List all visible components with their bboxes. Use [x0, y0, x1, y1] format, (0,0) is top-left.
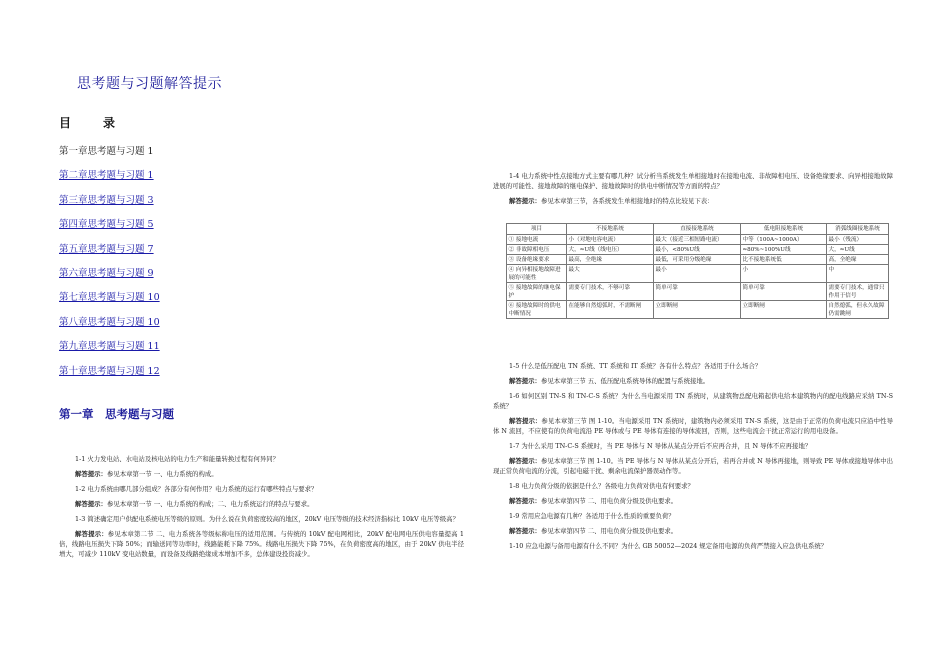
- toc-link-chapter-10[interactable]: 第十章思考题与习题 12: [59, 365, 160, 377]
- question-1-4: 1-4 电力系统中性点接地方式主要有哪几种？试分析当系统发生单相接地时在接地电流、非故障相电压、设备绝缘要求、向异相接地故障进展的可能性、接地故障的继电保护、接地故障时的供电中断情况等方面的特点？: [493, 172, 893, 190]
- table-cell: ① 接地电流: [507, 235, 567, 245]
- question-1-5: 1-5 什么是低压配电 TN 系统、TT 系统和 IT 系统？各有什么特点？各适用于什么场合？: [509, 362, 762, 370]
- table-cell: ≈80%~100%U线: [741, 245, 827, 255]
- table-of-contents: [59, 146, 160, 390]
- table-cell: 简单可靠: [654, 283, 741, 301]
- toc-link-chapter-8[interactable]: 第八章思考题与习题 10: [59, 316, 160, 328]
- document-title: 思考题与习题解答提示: [77, 76, 222, 92]
- table-cell: 最高，全绝缘: [567, 255, 654, 265]
- answer-hint-1-2: 解答提示：参见本章第一节 一、电力系统的构成；二、电力系统运行的特点与要求。: [75, 500, 314, 509]
- table-header-cell: 低电阻接地系统: [741, 224, 827, 235]
- table-cell: 在能够自然熄弧时，不需断闸: [567, 301, 654, 319]
- table-cell: 大，≈U线（线电压）: [567, 245, 654, 255]
- question-1-10: 1-10 应急电源与备用电源有什么不同？为什么 GB 50052—2024 规定备用电源的负荷严禁接入应急供电系统？: [509, 542, 828, 551]
- answer-hint-1-1: 解答提示：参见本章第一节 一、电力系统的构成。: [75, 470, 218, 479]
- answer-hint-1-3: 解答提示：参见本章第二节 二、电力系统各等级标称电压的适用范围。与传统的 10kV 配电网相比，20kV 配电网电压供电容量提高 1 倍，线路电压损失下降 50%；而输送同等功率时，线路能耗下降 75%。线路电压损失下降 75%，在负荷密度高的地区，由于 20kV 供电半径增大，可减少 110kV 变电站数量，而设备及线路绝缘成本增加不多，总体建设投资减少。: [59, 530, 464, 559]
- table-cell: 小（对地电容电流）: [567, 235, 654, 245]
- table-cell: 简单可靠: [741, 283, 827, 301]
- table-row: [507, 235, 889, 245]
- question-1-3: 1-3 简述确定用户供配电系统电压等级的原则。为什么说在负荷密度较高的地区，20kV 电压等级的技术经济指标比 10kV 电压等级高？: [75, 515, 459, 524]
- table-cell: 高，全绝缘: [827, 255, 889, 265]
- question-1-7: 1-7 为什么采用 TN-C-S 系统时，当 PE 导体与 N 导体从某点分开后不应再合并，且 N 导体不应再接地？: [509, 441, 812, 450]
- table-cell: ⑥ 接地故障时的供电中断情况: [507, 301, 567, 319]
- table-header-cell: 消弧线圈接地系统: [827, 224, 889, 235]
- table-cell: 比不接地系统低: [741, 255, 827, 265]
- table-cell: ⑤ 接地故障的继电保护: [507, 283, 567, 301]
- table-cell: 大，≈U线: [827, 245, 889, 255]
- right-page: [475, 0, 950, 672]
- answer-hint-1-5: 解答提示：参见本章第三节 五、低压配电系统导体的配置与系统接地。: [509, 377, 710, 386]
- table-cell: 需要专门技术，不够可靠: [567, 283, 654, 301]
- table-cell: 小: [741, 265, 827, 283]
- right-page-body-bottom: [493, 362, 893, 557]
- question-1-6: 1-6 如何区别 TN-S 和 TN-C-S 系统？为什么当电源采用 TN 系统时，从建筑物总配电箱起供电给本建筑物内的配电线路应采纳 TN-S 系统？: [493, 392, 893, 410]
- question-1-1: 1-1 火力发电站、水电站及核电站的电力生产和能量转换过程有何异同？: [75, 455, 280, 463]
- table-row: [507, 255, 889, 265]
- question-1-2: 1-2 电力系统由哪几部分组成？各部分有何作用？电力系统的运行有哪些特点与要求？: [75, 485, 318, 494]
- table-cell: 最小: [654, 265, 741, 283]
- table-row: [507, 245, 889, 255]
- chapter-1-body: [59, 455, 464, 565]
- right-page-body-top: [493, 172, 893, 212]
- table-header-cell: 项目: [507, 224, 567, 235]
- table-cell: 最小（残流）: [827, 235, 889, 245]
- table-cell: 中等（100A~1000A）: [741, 235, 827, 245]
- table-cell: 中: [827, 265, 889, 283]
- toc-link-chapter-5[interactable]: 第五章思考题与习题 7: [59, 243, 154, 255]
- table-cell: ④ 向异相接地故障进展的可能性: [507, 265, 567, 283]
- answer-hint-1-4: 解答提示：参见本章第三节，各系统发生单相接地时的特点比较见下表：: [509, 196, 714, 205]
- table-cell: 最小，<80%U线: [654, 245, 741, 255]
- toc-heading: 目 录: [59, 116, 126, 130]
- table-cell: 立即断闸: [654, 301, 741, 319]
- question-1-8: 1-8 电力负荷分级的依据是什么？各级电力负荷对供电有何要求？: [509, 481, 694, 490]
- table-cell: 最低，可采用分级绝缘: [654, 255, 741, 265]
- answer-hint-1-6: 解答提示：参见本章第三节 图 1-10。当电源采用 TN 系统时，建筑物内必须采用 TN-S 系统，这是由于正常的负荷电流只应沿中性导体 N 流回，不应使有的负荷电流沿 PE 导体或与 PE 导体有连接的导体流回，否则，这些电流会干扰正常运行的用电设备。: [493, 417, 893, 435]
- toc-link-chapter-7[interactable]: 第七章思考题与习题 10: [59, 292, 160, 304]
- table-header-row: [507, 224, 889, 235]
- table-cell: 最大: [567, 265, 654, 283]
- table-row: [507, 265, 889, 283]
- table-cell: ② 非故障相电压: [507, 245, 567, 255]
- toc-link-chapter-6[interactable]: 第六章思考题与习题 9: [59, 267, 154, 279]
- table-cell: 自然熄弧，但永久故障仍需跳闸: [827, 301, 889, 319]
- toc-link-chapter-3[interactable]: 第三章思考题与习题 3: [59, 194, 154, 206]
- question-1-9: 1-9 常用应急电源有几种？各适用于什么性质的重要负荷？: [509, 512, 675, 521]
- answer-hint-1-7: 解答提示：参见本章第三节 图 1-10。当 PE 导体与 N 导体从某点分开后，若再合并或 N 导体再接地，则导致 PE 导体或接地导体中出现正常负荷电流的分流，引起电磁干扰、剩余电流保护器误动作等。: [493, 457, 893, 475]
- answer-hint-1-8: 解答提示：参见本章第四节 二、用电负荷分级及供电要求。: [509, 497, 678, 506]
- toc-link-chapter-2[interactable]: 第二章思考题与习题 1: [59, 170, 154, 182]
- table-row: [507, 283, 889, 301]
- toc-link-chapter-9[interactable]: 第九章思考题与习题 11: [59, 341, 160, 353]
- table-cell: 最大（接近三相短路电流）: [654, 235, 741, 245]
- table-header-cell: 不接地系统: [567, 224, 654, 235]
- table-header-cell: 直接接地系统: [654, 224, 741, 235]
- table-row: [507, 301, 889, 319]
- grounding-comparison-table: [506, 223, 889, 319]
- answer-hint-1-9: 解答提示：参见本章第四节 二、用电负荷分级及供电要求。: [509, 527, 678, 536]
- table-cell: 需要专门技术，通常只作用于信号: [827, 283, 889, 301]
- toc-entry-chapter-1: 第一章思考题与习题 1: [59, 146, 154, 157]
- table-cell: 立即断闸: [741, 301, 827, 319]
- table-cell: ③ 设备绝缘要求: [507, 255, 567, 265]
- toc-link-chapter-4[interactable]: 第四章思考题与习题 5: [59, 219, 154, 231]
- chapter-1-heading: 第一章 思考题与习题: [59, 407, 174, 421]
